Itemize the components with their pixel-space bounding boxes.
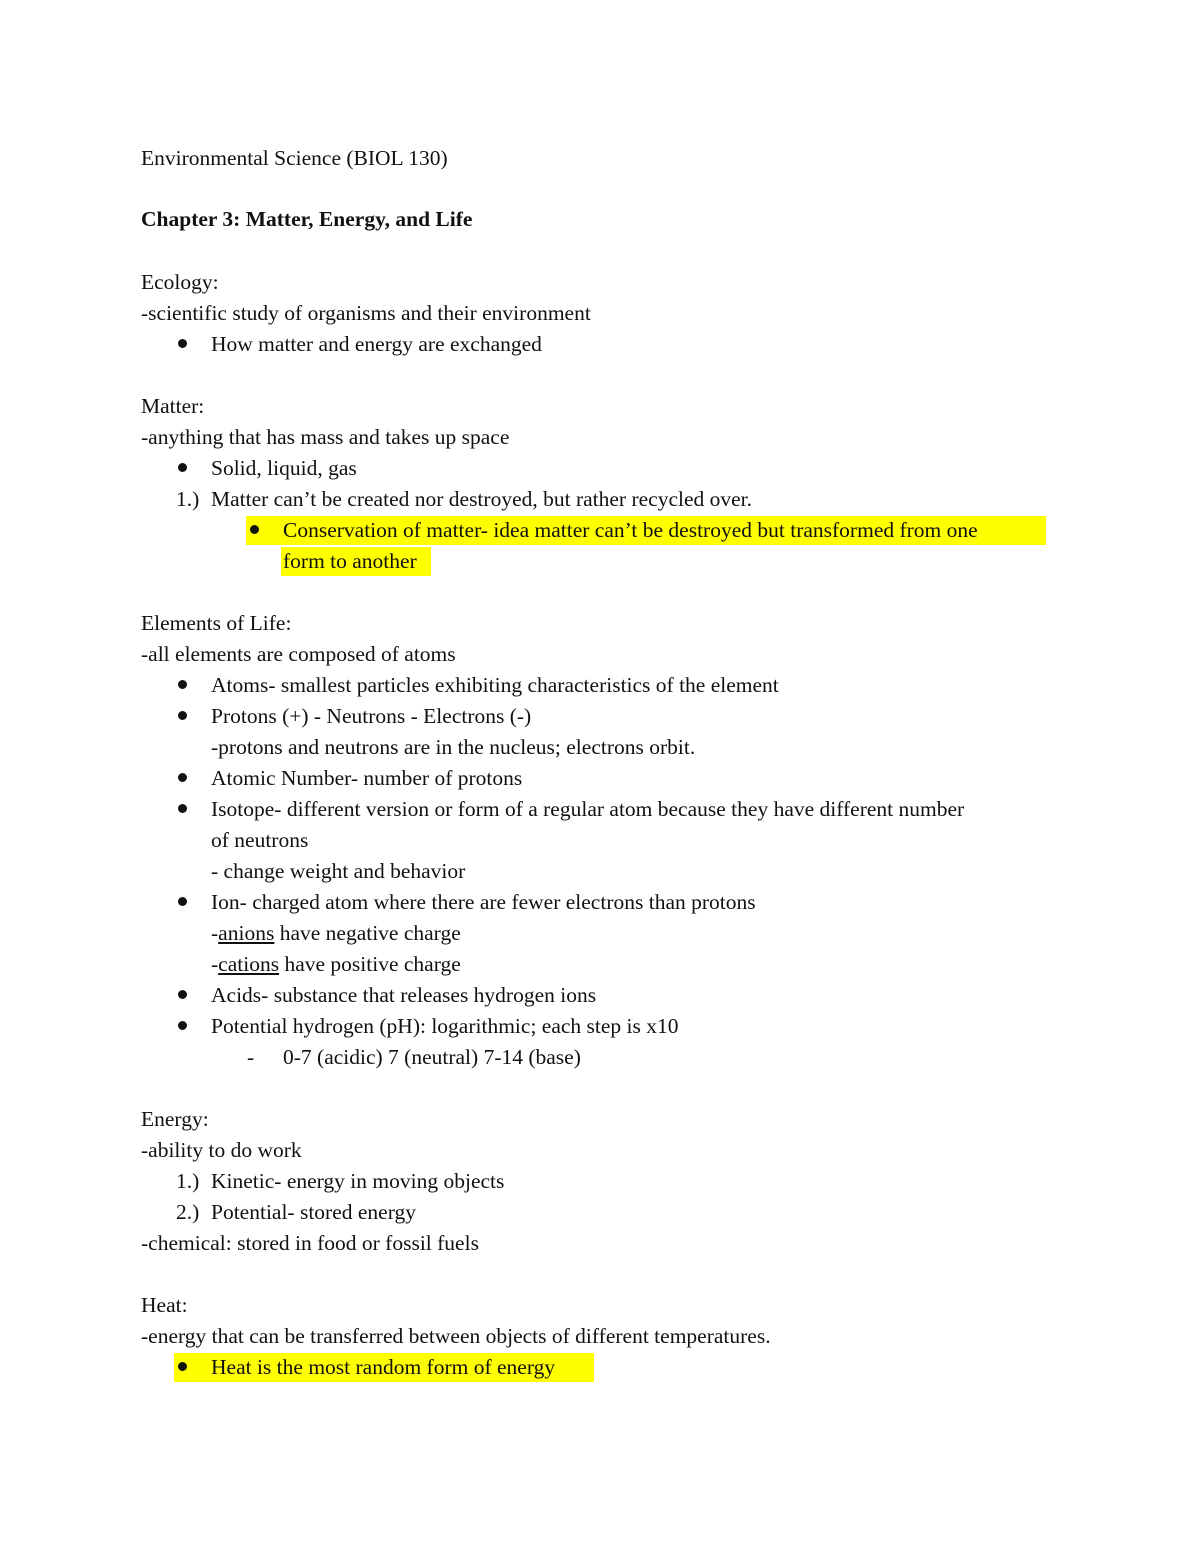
conservation-line-1: Conservation of matter- idea matter can’t be destroyed but transformed from one bbox=[283, 518, 978, 542]
energy-num-2-marker: 2.) bbox=[176, 1200, 200, 1224]
elements-heading: Elements of Life: bbox=[141, 611, 292, 635]
energy-num-2-text: Potential- stored energy bbox=[211, 1200, 416, 1224]
anions-rest: have negative charge bbox=[274, 921, 461, 945]
atoms-item: Atoms- smallest particles exhibiting characteristics of the element bbox=[211, 673, 779, 697]
protons-item: Protons (+) - Neutrons - Electrons (-) bbox=[211, 704, 532, 728]
matter-num-1-marker: 1.) bbox=[176, 487, 200, 511]
bullet-icon bbox=[250, 525, 259, 534]
cations-prefix: - bbox=[211, 952, 219, 976]
isotope-line-2: of neutrons bbox=[211, 828, 309, 852]
matter-num-1-text: Matter can’t be created nor destroyed, but rather recycled over. bbox=[211, 487, 753, 511]
bullet-icon bbox=[178, 680, 187, 689]
conservation-line-2: form to another bbox=[283, 549, 417, 573]
anions-prefix: - bbox=[211, 921, 219, 945]
course-title: Environmental Science (BIOL 130) bbox=[141, 146, 448, 170]
isotope-line-1: Isotope- different version or form of a regular atom because they have different number bbox=[211, 797, 965, 821]
energy-definition: -ability to do work bbox=[141, 1138, 302, 1162]
chapter-title: Chapter 3: Matter, Energy, and Life bbox=[141, 207, 473, 231]
energy-heading: Energy: bbox=[141, 1107, 209, 1131]
anions-note bbox=[211, 919, 461, 947]
heat-heading: Heat: bbox=[141, 1293, 188, 1317]
atomic-number-item: Atomic Number- number of protons bbox=[211, 766, 523, 790]
elements-definition: -all elements are composed of atoms bbox=[141, 642, 456, 666]
ion-item: Ion- charged atom where there are fewer electrons than protons bbox=[211, 890, 756, 914]
bullet-icon bbox=[178, 463, 187, 472]
isotope-note: - change weight and behavior bbox=[211, 859, 466, 883]
energy-num-1-text: Kinetic- energy in moving objects bbox=[211, 1169, 505, 1193]
bullet-icon bbox=[178, 804, 187, 813]
cations-note bbox=[211, 950, 461, 978]
ecology-bullet-1: How matter and energy are exchanged bbox=[211, 332, 542, 356]
bullet-icon bbox=[178, 1021, 187, 1030]
ph-item: Potential hydrogen (pH): logarithmic; each step is x10 bbox=[211, 1014, 679, 1038]
ph-scale: 0-7 (acidic) 7 (neutral) 7-14 (base) bbox=[283, 1045, 581, 1069]
energy-num-1-marker: 1.) bbox=[176, 1169, 200, 1193]
bullet-icon bbox=[178, 1362, 187, 1371]
ph-dash: - bbox=[247, 1045, 255, 1069]
matter-heading: Matter: bbox=[141, 394, 205, 418]
cations-term: cations bbox=[218, 952, 280, 976]
anions-term: anions bbox=[218, 921, 275, 945]
bullet-icon bbox=[178, 711, 187, 720]
heat-definition: -energy that can be transferred between objects of different temperatures. bbox=[141, 1324, 771, 1348]
matter-definition: -anything that has mass and takes up space bbox=[141, 425, 510, 449]
ecology-heading: Ecology: bbox=[141, 270, 219, 294]
bullet-icon bbox=[178, 339, 187, 348]
energy-chemical: -chemical: stored in food or fossil fuels bbox=[141, 1231, 479, 1255]
bullet-icon bbox=[178, 773, 187, 782]
acids-item: Acids- substance that releases hydrogen ions bbox=[211, 983, 597, 1007]
bullet-icon bbox=[178, 897, 187, 906]
heat-bullet-1: Heat is the most random form of energy bbox=[211, 1355, 556, 1379]
protons-note: -protons and neutrons are in the nucleus; electrons orbit. bbox=[211, 735, 696, 759]
bullet-icon bbox=[178, 990, 187, 999]
ecology-definition: -scientific study of organisms and their environment bbox=[141, 301, 591, 325]
cations-rest: have positive charge bbox=[279, 952, 461, 976]
matter-bullet-1: Solid, liquid, gas bbox=[211, 456, 357, 480]
